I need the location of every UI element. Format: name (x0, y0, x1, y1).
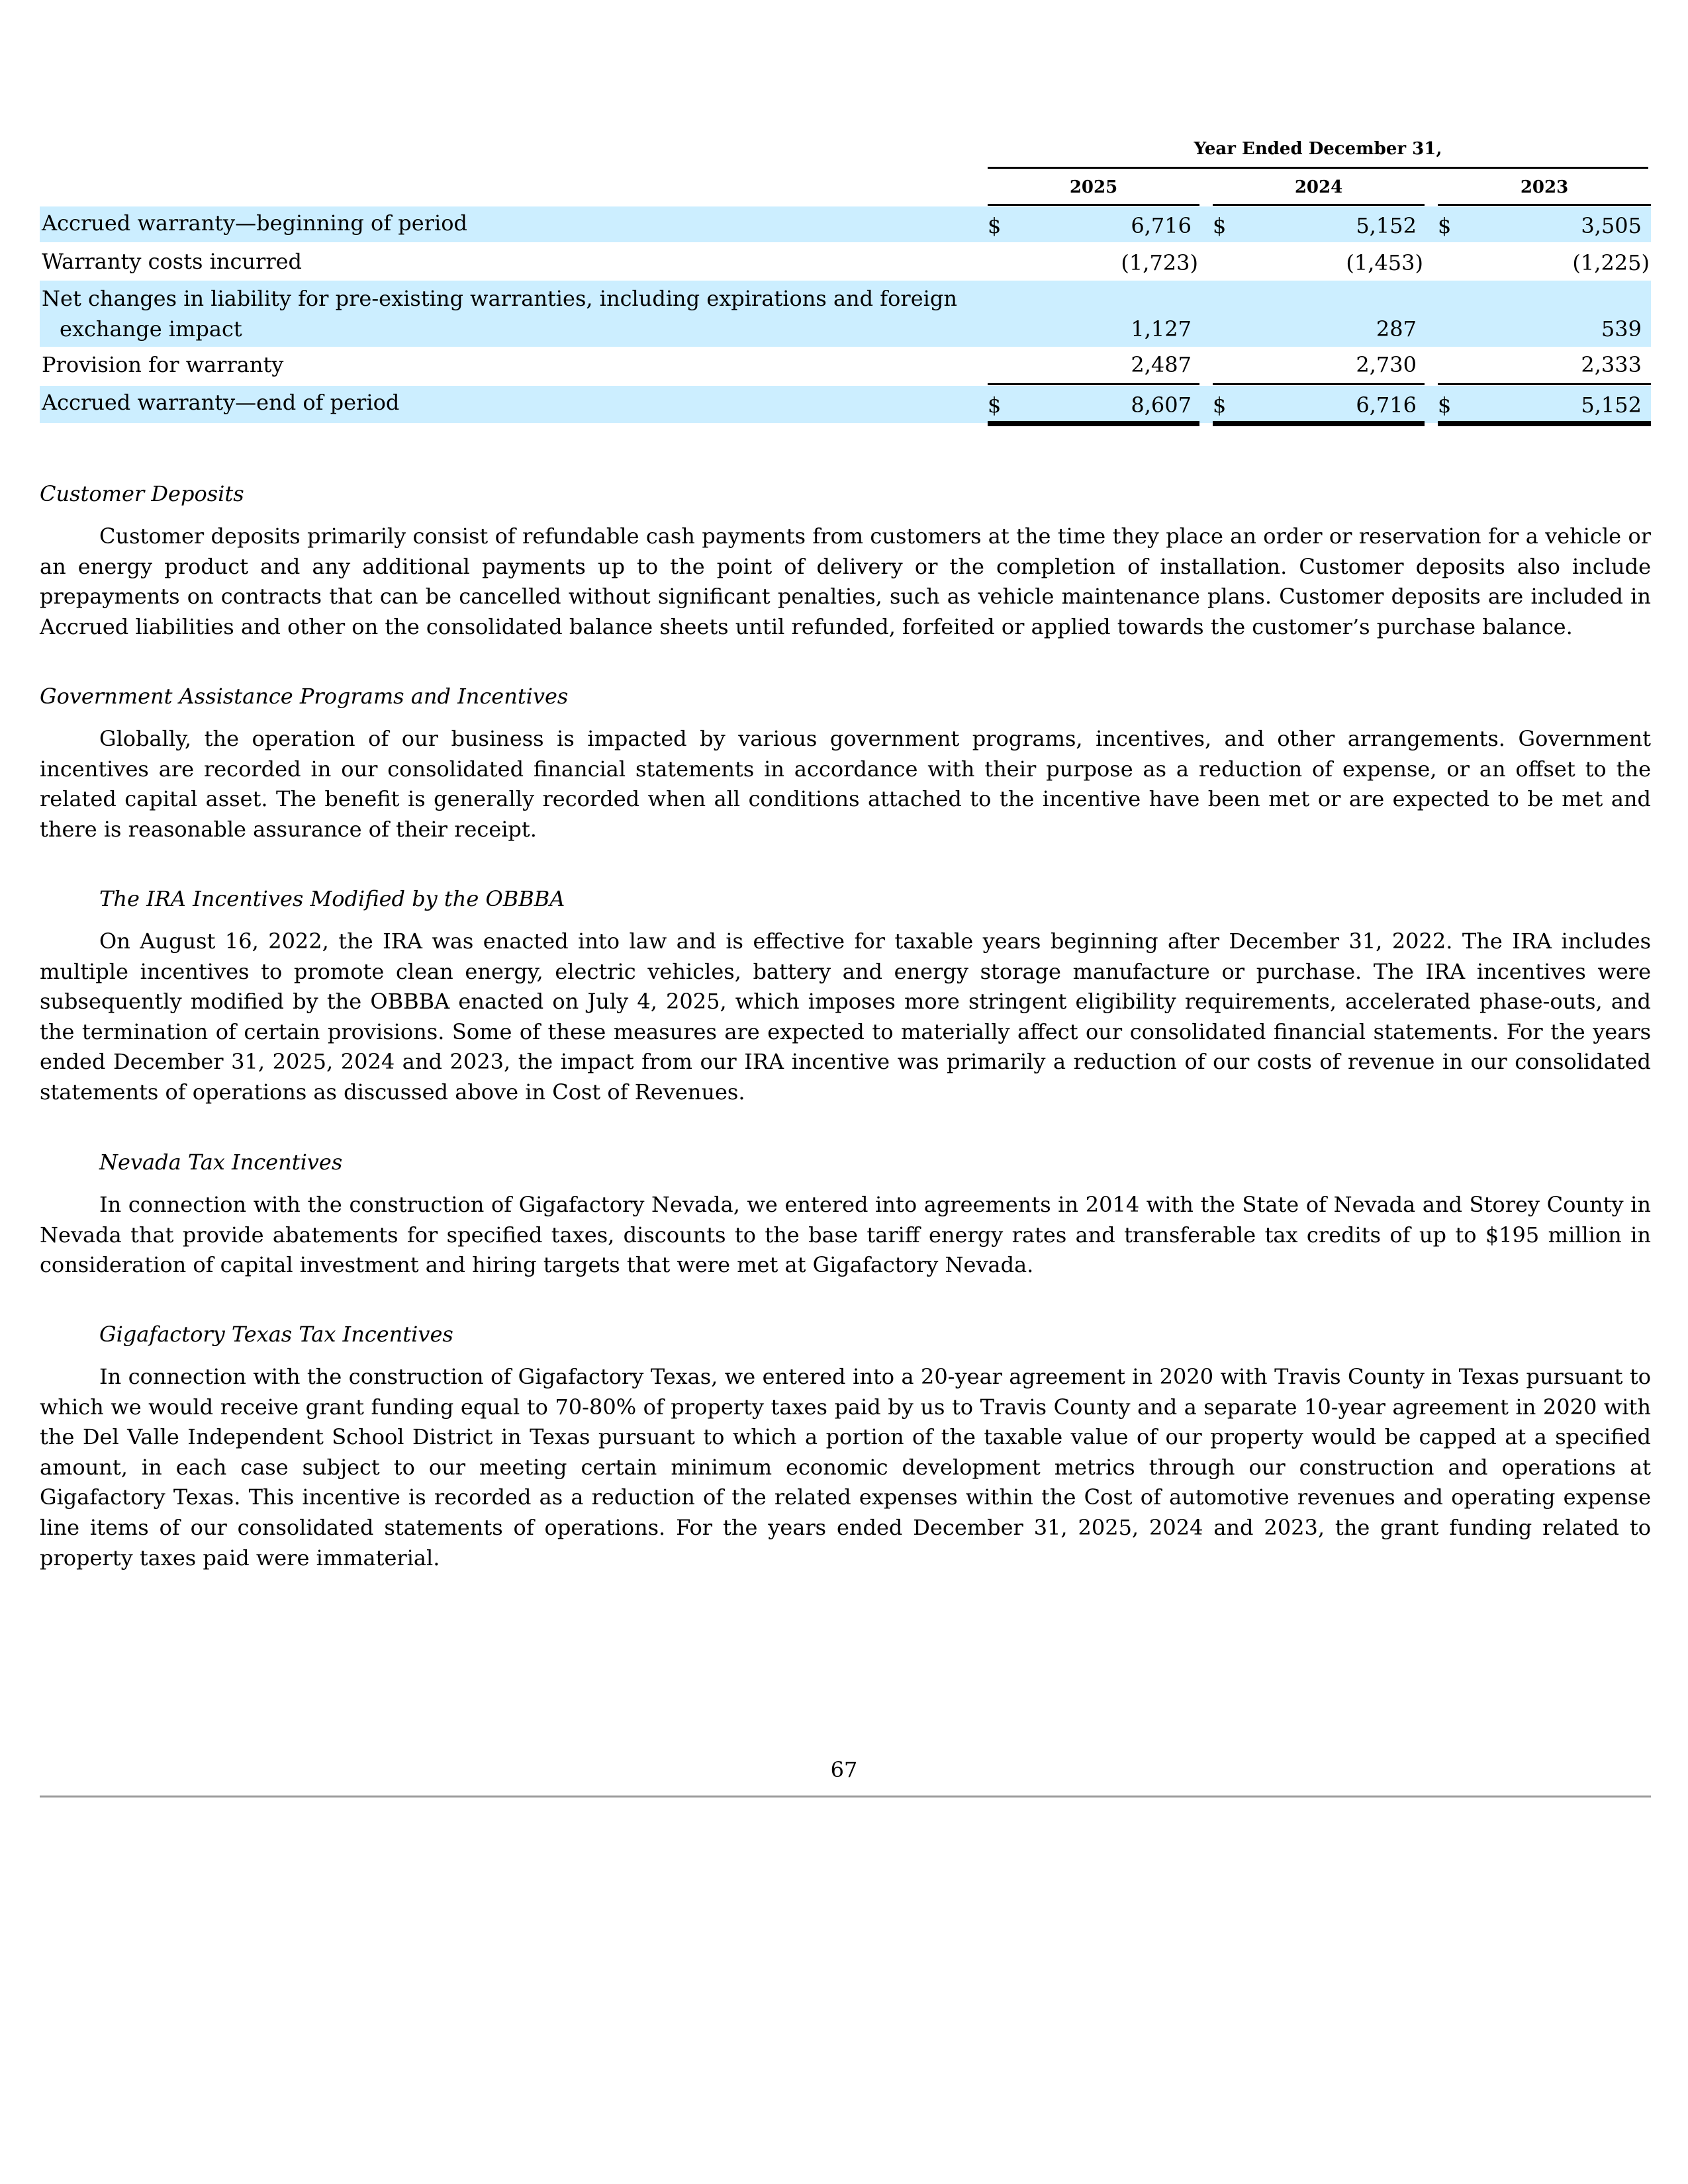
page-number: 67 (830, 1757, 858, 1782)
cell-value: 5,152 (1581, 392, 1642, 418)
dollar-sign: $ (988, 392, 1002, 418)
paragraph-texas: In connection with the construction of Gigafactory Texas, we entered into a 20-year agreement in 2020 with Travis County in Texas pursuant to which we would receive grant funding equal to 70-80% of property taxes paid by us to Travis County and a separate 10-year agreement in 2020 with the Del Valle Independent School District in Texas pursuant to which a portion of the taxable value of our property would be capped at a specified amount, in each case subject to our meeting certain minimum economic development metrics through our construction and operations at Gigafactory Texas. This incentive is recorded as a reduction of the related expenses within the Cost of automotive revenues and operating expense line items of our consolidated statements of operations. For the years ended December 31, 2025, 2024 and 2023, the grant funding related to property taxes paid were immaterial. (40, 1364, 1651, 1570)
column-header-2024: 2024 (1294, 177, 1343, 197)
row-label: Accrued warranty—beginning of period (42, 210, 467, 236)
column-rule (1438, 204, 1651, 206)
cell-value: 3,505 (1581, 213, 1642, 238)
cell-value: 8,607 (1131, 392, 1192, 418)
dollar-sign: $ (1213, 392, 1227, 418)
subtotal-rule (988, 383, 1199, 385)
cell-value: (1,723) (1121, 250, 1198, 275)
cell-value: 2,730 (1356, 352, 1417, 377)
cell-value: 6,716 (1356, 392, 1417, 418)
subsection-heading-nevada: Nevada Tax Incentives (99, 1150, 343, 1175)
table-row (40, 386, 1651, 423)
period-header: Year Ended December 31, (1194, 139, 1442, 159)
column-header-2025: 2025 (1069, 177, 1118, 197)
subtotal-rule (1213, 383, 1425, 385)
cell-value: 2,333 (1581, 352, 1642, 377)
subsection-heading-ira: The IRA Incentives Modified by the OBBBA (99, 886, 565, 911)
dollar-sign: $ (1438, 213, 1452, 238)
row-label-continued: exchange impact (60, 316, 242, 341)
cell-value: (1,225) (1572, 250, 1650, 275)
table-row (40, 206, 1651, 242)
footer-rule (40, 1796, 1651, 1797)
row-label: Net changes in liability for pre-existing warranties, including expirations and foreign (42, 286, 957, 311)
total-double-rule (1213, 421, 1425, 426)
dollar-sign: $ (1438, 392, 1452, 418)
table-row (40, 281, 1651, 347)
cell-value: (1,453) (1346, 250, 1423, 275)
column-header-2023: 2023 (1520, 177, 1569, 197)
section-heading-customer-deposits: Customer Deposits (40, 481, 244, 506)
column-rule (1213, 204, 1425, 206)
section-heading-government-assistance: Government Assistance Programs and Incentives (40, 684, 569, 709)
cell-value: 2,487 (1131, 352, 1192, 377)
cell-value: 539 (1601, 316, 1642, 341)
dollar-sign: $ (988, 213, 1002, 238)
total-double-rule (988, 421, 1199, 426)
paragraph-ira: On August 16, 2022, the IRA was enacted into law and is effective for taxable years beginning after December 31, 2022. The IRA includes multiple incentives to promote clean energy, electric vehicles, battery and energy storage manufacture or purchase. The IRA incentives were subsequently modified by the OBBBA enacted on July 4, 2025, which imposes more stringent eligibility requirements, accelerated phase-outs, and the termination of certain provisions. Some of these measures are expected to materially affect our consolidated financial statements. For the years ended December 31, 2025, 2024 and 2023, the impact from our IRA incentive was primarily a reduction of our costs of revenue in our consolidated statements of operations as discussed above in Cost of Revenues. (40, 929, 1651, 1105)
total-double-rule (1438, 421, 1651, 426)
cell-value: 6,716 (1131, 213, 1192, 238)
paragraph-nevada: In connection with the construction of Gigafactory Nevada, we entered into agreements in 2014 with the State of Nevada and Storey County in Nevada that provide abatements for specified taxes, discounts to the base tariff energy rates and transferable tax credits of up to $195 million in consideration of capital investment and hiring targets that were met at Gigafactory Nevada. (40, 1192, 1651, 1278)
subtotal-rule (1438, 383, 1651, 385)
paragraph-government-assistance: Globally, the operation of our business is impacted by various government programs, incentives, and other arrangements. Government incentives are recorded in our consolidated financial statements in accordance with their purpose as a reduction of expense, or an offset to the related capital asset. The benefit is generally recorded when all conditions attached to the incentive have been met or are expected to be met and there is reasonable assurance of their receipt. (40, 726, 1651, 842)
column-rule (988, 204, 1199, 206)
table-row (40, 246, 1651, 279)
row-label: Accrued warranty—end of period (42, 390, 400, 415)
cell-value: 287 (1376, 316, 1417, 341)
subsection-heading-texas: Gigafactory Texas Tax Incentives (99, 1322, 453, 1347)
row-label: Provision for warranty (42, 352, 284, 377)
paragraph-customer-deposits: Customer deposits primarily consist of refundable cash payments from customers at the time they place an order or reservation for a vehicle or an energy product and any additional payments up to the point of delivery or the completion of installation. Customer deposits also include prepayments on contracts that can be cancelled without significant penalties, such as vehicle maintenance plans. Customer deposits are included in Accrued liabilities and other on the consolidated balance sheets until refunded, forfeited or applied towards the customer’s purchase balance. (40, 523, 1651, 639)
cell-value: 5,152 (1356, 213, 1417, 238)
cell-value: 1,127 (1131, 316, 1192, 341)
period-header-rule (988, 167, 1648, 169)
dollar-sign: $ (1213, 213, 1227, 238)
table-row (40, 349, 1651, 383)
row-label: Warranty costs incurred (42, 249, 303, 274)
